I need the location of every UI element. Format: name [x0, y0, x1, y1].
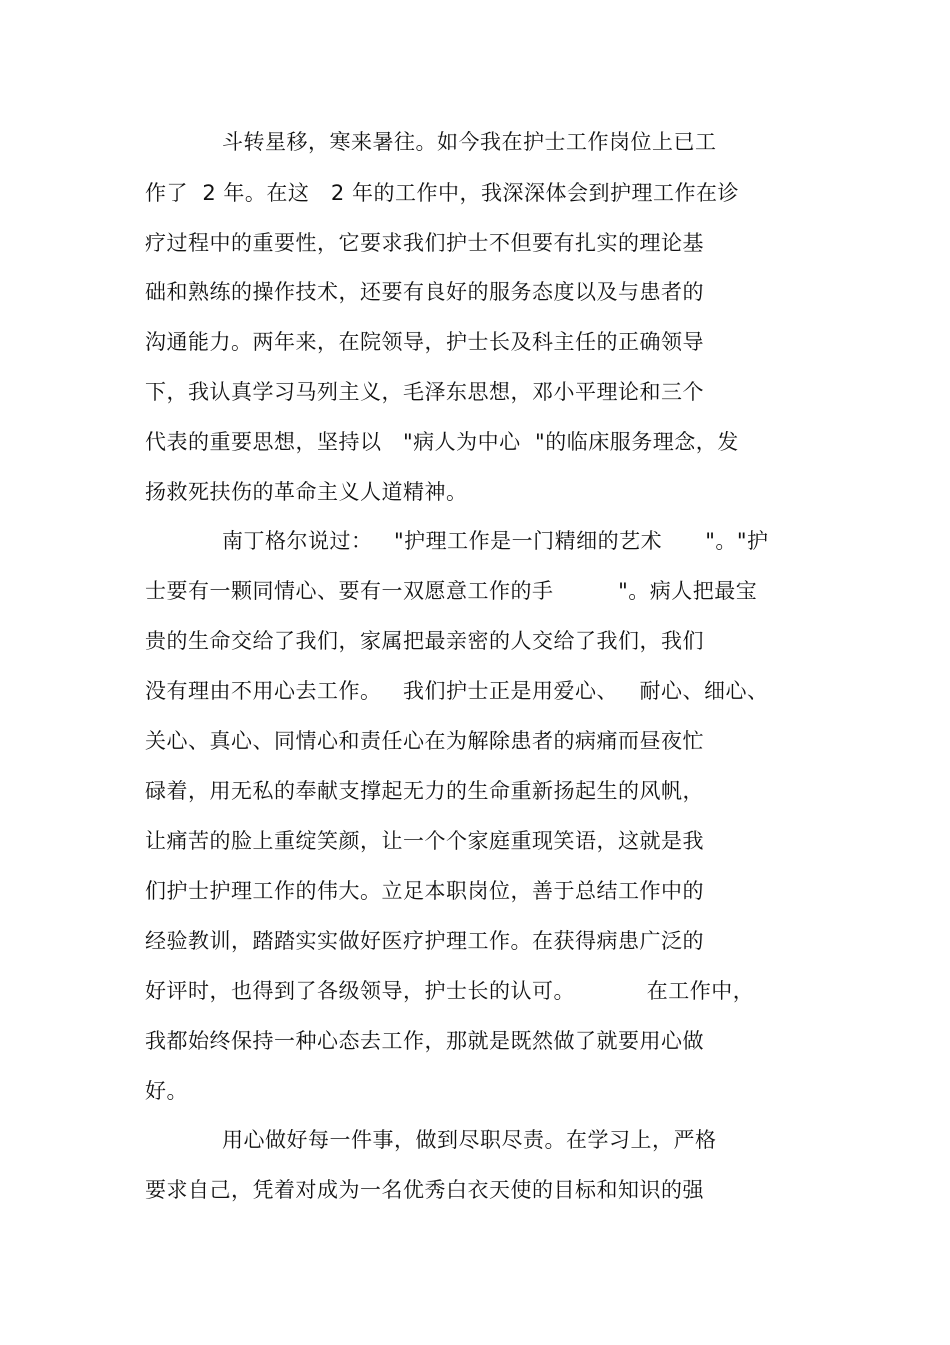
paragraph-3-line-2: 要求自己，凭着对成为一名优秀白衣天使的目标和知识的强	[145, 1178, 704, 1202]
paragraph-2-line-4: 没有理由不用心去工作。 我们护士正是用爱心、 耐心、细心、	[145, 679, 769, 703]
paragraph-1-line-1: 斗转星移，寒来暑往。如今我在护士工作岗位上已工	[222, 130, 717, 154]
paragraph-1-line-7: 代表的重要思想，坚持以 "病人为中心 "的临床服务理念，发	[145, 430, 739, 454]
paragraph-2-line-8: 们护士护理工作的伟大。立足本职岗位，善于总结工作中的	[145, 879, 704, 903]
paragraph-1-line-6: 下，我认真学习马列主义，毛泽东思想，邓小平理论和三个	[145, 380, 704, 404]
paragraph-2-line-5: 关心、真心、同情心和责任心在为解除患者的病痛而昼夜忙	[145, 729, 704, 753]
paragraph-1-line-5: 沟通能力。两年来，在院领导，护士长及科主任的正确领导	[145, 330, 704, 354]
paragraph-2-line-1: 南丁格尔说过： "护理工作是一门精细的艺术 "。"护	[222, 529, 769, 553]
paragraph-2-line-7: 让痛苦的脸上重绽笑颜，让一个个家庭重现笑语，这就是我	[145, 829, 704, 853]
paragraph-2-line-11: 我都始终保持一种心态去工作，那就是既然做了就要用心做	[145, 1029, 704, 1053]
paragraph-2-line-6: 碌着，用无私的奉献支撑起无力的生命重新扬起生的风帆，	[145, 779, 704, 803]
paragraph-2-line-10: 好评时，也得到了各级领导，护士长的认可。 在工作中，	[145, 979, 755, 1003]
paragraph-2-line-12: 好。	[145, 1079, 188, 1103]
paragraph-2-line-9: 经验教训，踏踏实实做好医疗护理工作。在获得病患广泛的	[145, 929, 704, 953]
paragraph-1-line-4: 础和熟练的操作技术，还要有良好的服务态度以及与患者的	[145, 280, 704, 304]
paragraph-2-line-3: 贵的生命交给了我们，家属把最亲密的人交给了我们，我们	[145, 629, 704, 653]
paragraph-1-line-3: 疗过程中的重要性，它要求我们护士不但要有扎实的理论基	[145, 231, 704, 255]
paragraph-2-line-2: 士要有一颗同情心、要有一双愿意工作的手 "。病人把最宝	[145, 579, 758, 603]
paragraph-1-line-8: 扬救死扶伤的革命主义人道精神。	[145, 480, 468, 504]
paragraph-1-line-2: 作了 2 年。在这 2 年的工作中，我深深体会到护理工作在诊	[145, 181, 739, 205]
paragraph-3-line-1: 用心做好每一件事，做到尽职尽责。在学习上，严格	[222, 1128, 717, 1152]
